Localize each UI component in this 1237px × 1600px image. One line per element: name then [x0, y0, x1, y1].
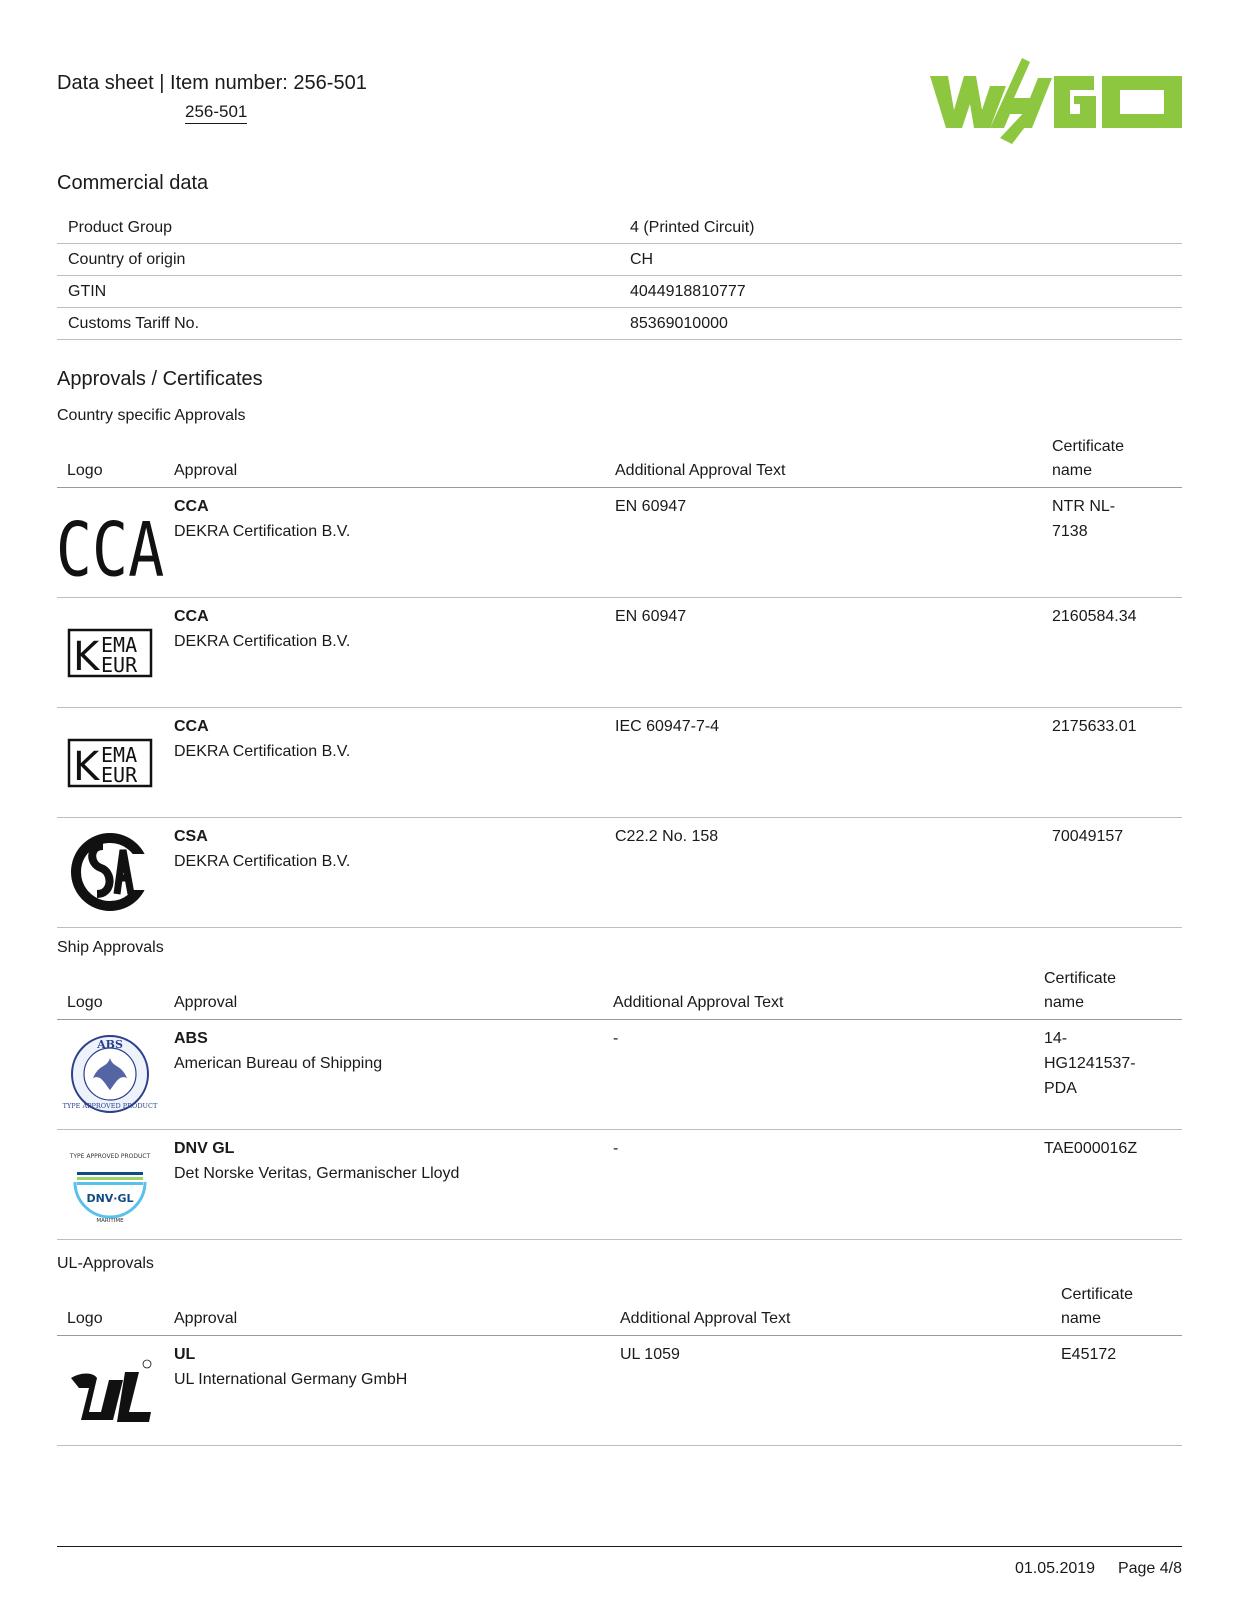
certificate-name: NTR NL-: [1052, 498, 1116, 515]
col-header-certificate-name: name: [1052, 462, 1093, 479]
approval-organization: Det Norske Veritas, Germanischer Lloyd: [174, 1165, 460, 1182]
col-header-certificate-name: name: [1044, 994, 1085, 1011]
approvals-table-header: [57, 963, 1182, 1020]
approval-logo: [62, 1034, 158, 1114]
commercial-data-table: [57, 212, 1182, 340]
approval-organization: DEKRA Certification B.V.: [174, 853, 351, 870]
certificate-name: TAE000016Z: [1044, 1140, 1138, 1157]
dnv-top-text: TYPE APPROVED PRODUCT: [69, 1153, 151, 1160]
page-header: [57, 70, 1182, 160]
ul-approvals-table: [57, 1279, 1182, 1446]
col-header-logo: Logo: [67, 1310, 103, 1327]
col-header-approval: Approval: [174, 462, 238, 479]
certificate-name-line2: 7138: [1052, 523, 1088, 540]
country-approvals-heading: Country specific Approvals: [57, 407, 246, 424]
commercial-data-row: [57, 308, 1182, 340]
approval-additional-text: -: [613, 1140, 619, 1157]
certificate-name-line2: HG1241537-: [1044, 1055, 1136, 1072]
kema-top-text: EMA: [101, 633, 138, 657]
abs-logo-text: ABS: [97, 1038, 123, 1051]
commercial-data-label: Country of origin: [57, 244, 627, 276]
approval-name: CCA: [174, 498, 209, 515]
cca-logo-text: CCA: [55, 507, 165, 595]
kema-keur-logo: [67, 722, 153, 802]
approval-row: [57, 1336, 1182, 1446]
commercial-data-value: 85369010000: [627, 308, 1182, 340]
col-header-approval: Approval: [174, 1310, 238, 1327]
col-header-certificate: Certificate: [1044, 970, 1117, 987]
approval-organization: UL International Germany GmbH: [174, 1371, 408, 1388]
page-title: Data sheet | Item number: 256-501: [57, 72, 367, 94]
approval-name: CCA: [174, 718, 209, 735]
certificate-name: 2175633.01: [1052, 718, 1137, 735]
commercial-data-value: 4 (Printed Circuit): [627, 212, 1182, 244]
approval-additional-text: -: [613, 1030, 619, 1047]
dnv-gl-logo: [67, 1144, 153, 1224]
approvals-heading: Approvals / Certificates: [57, 368, 263, 390]
approval-logo: [67, 1350, 153, 1430]
wago-logo: [930, 58, 1182, 144]
item-number-link[interactable]: 256-501: [185, 102, 247, 124]
approvals-table-header: [57, 431, 1182, 488]
col-header-certificate: Certificate: [1061, 1286, 1134, 1303]
approval-row: [57, 598, 1182, 708]
approval-name: DNV GL: [174, 1140, 235, 1157]
country-approvals-table: [57, 431, 1182, 928]
csa-logo: [67, 832, 153, 912]
approval-row: [57, 1130, 1182, 1240]
approval-logo: [55, 502, 165, 595]
approval-logo: [67, 832, 153, 912]
approval-logo: [67, 1144, 153, 1224]
approvals-table-header: [57, 1279, 1182, 1336]
col-header-logo: Logo: [67, 994, 103, 1011]
certificate-name: E45172: [1061, 1346, 1117, 1363]
approval-name: ABS: [174, 1030, 208, 1047]
kema-top-text: EMA: [101, 743, 138, 767]
footer-divider: [57, 1546, 1182, 1547]
approval-name: CCA: [174, 608, 209, 625]
commercial-data-row: [57, 244, 1182, 276]
ship-approvals-table: [57, 963, 1182, 1240]
kema-bottom-text: EUR: [101, 653, 138, 677]
kema-keur-logo: [67, 612, 153, 692]
commercial-data-row: [57, 276, 1182, 308]
approval-row: [57, 488, 1182, 598]
footer-date: 01.05.2019: [1014, 1560, 1096, 1577]
approval-additional-text: EN 60947: [615, 608, 687, 625]
certificate-name: 2160584.34: [1052, 608, 1137, 625]
col-header-logo: Logo: [67, 462, 103, 479]
approval-name: UL: [174, 1346, 196, 1363]
col-header-additional-text: Additional Approval Text: [615, 462, 786, 479]
kema-k-text: K: [73, 634, 100, 680]
certificate-name: 70049157: [1052, 828, 1124, 845]
col-header-additional-text: Additional Approval Text: [613, 994, 784, 1011]
approval-row: [57, 818, 1182, 928]
kema-bottom-text: EUR: [101, 763, 138, 787]
ul-approvals-heading: UL-Approvals: [57, 1255, 154, 1272]
commercial-data-label: GTIN: [57, 276, 627, 308]
ul-logo: [67, 1350, 153, 1430]
approval-logo: [67, 722, 153, 802]
commercial-data-label: Customs Tariff No.: [57, 308, 627, 340]
certificate-name: 14-: [1044, 1030, 1068, 1047]
approval-row: [57, 1020, 1182, 1130]
commercial-data-row: [57, 212, 1182, 244]
col-header-additional-text: Additional Approval Text: [620, 1310, 791, 1327]
commercial-data-label: Product Group: [57, 212, 627, 244]
approval-additional-text: IEC 60947-7-4: [615, 718, 720, 735]
dnv-bottom-text: MARITIME: [96, 1218, 124, 1224]
approval-additional-text: C22.2 No. 158: [615, 828, 719, 845]
approval-additional-text: EN 60947: [615, 498, 687, 515]
col-header-approval: Approval: [174, 994, 238, 1011]
commercial-data-value: CH: [627, 244, 1182, 276]
approval-row: [57, 708, 1182, 818]
footer-page-number: Page 4/8: [1117, 1560, 1182, 1577]
approval-name: CSA: [174, 828, 208, 845]
ship-approvals-heading: Ship Approvals: [57, 939, 164, 956]
approval-organization: DEKRA Certification B.V.: [174, 523, 351, 540]
abs-ring-text: TYPE APPROVED PRODUCT: [62, 1102, 158, 1110]
approval-logo: [67, 612, 153, 692]
kema-k-text: K: [73, 744, 100, 790]
datasheet-page: [57, 0, 1182, 1600]
approval-organization: DEKRA Certification B.V.: [174, 633, 351, 650]
approval-organization: DEKRA Certification B.V.: [174, 743, 351, 760]
page-footer: [1015, 1560, 1182, 1578]
col-header-certificate: Certificate: [1052, 438, 1125, 455]
cca-logo: [55, 502, 165, 595]
commercial-data-heading: Commercial data: [57, 172, 209, 194]
approval-organization: American Bureau of Shipping: [174, 1055, 383, 1072]
commercial-data-value: 4044918810777: [627, 276, 1182, 308]
col-header-certificate-name: name: [1061, 1310, 1102, 1327]
abs-logo: [62, 1034, 158, 1114]
certificate-name-line3: PDA: [1044, 1080, 1077, 1097]
dnv-logo-text: DNV·GL: [86, 1192, 134, 1205]
wago-logo-mark: [930, 58, 1182, 144]
approval-additional-text: UL 1059: [620, 1346, 680, 1363]
